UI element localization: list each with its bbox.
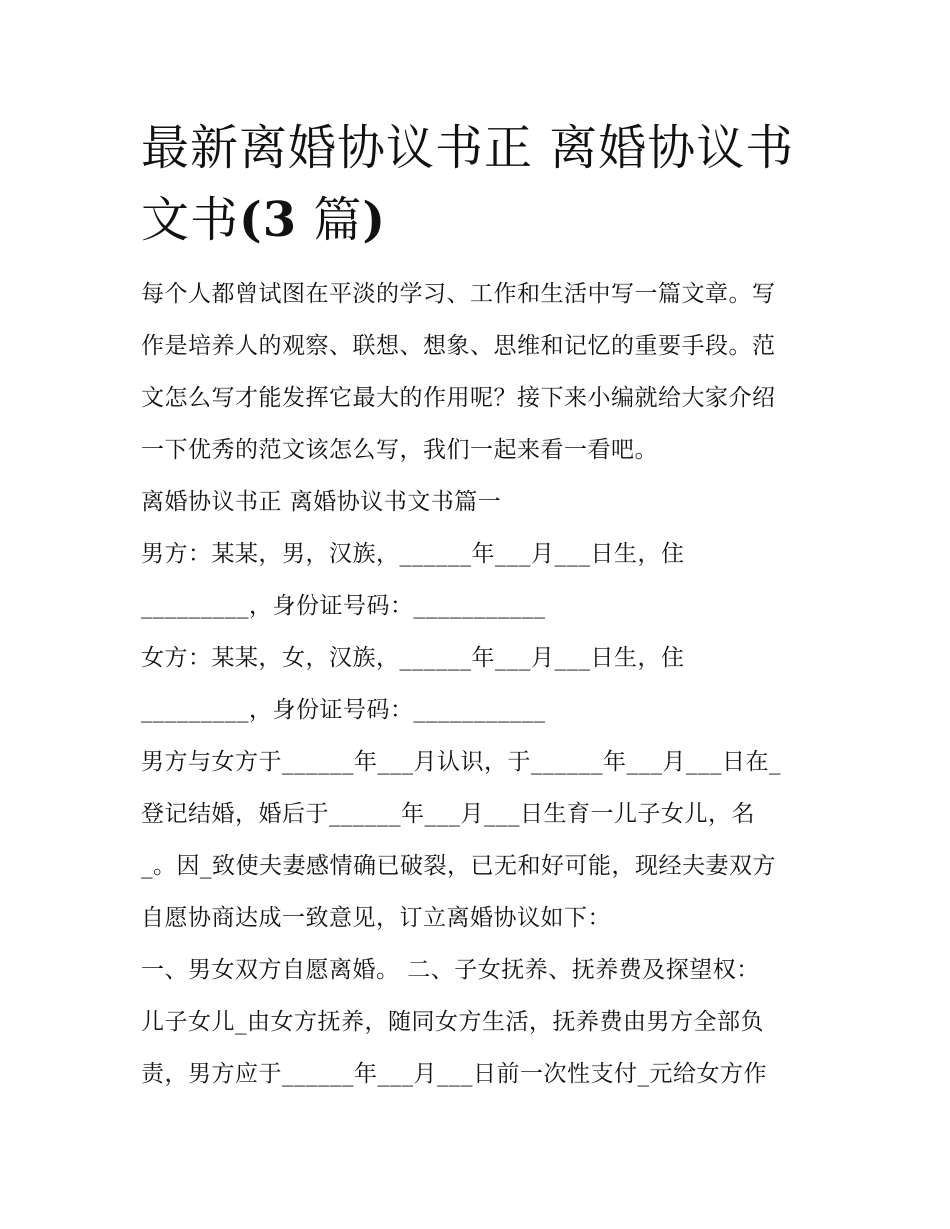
body-line: 文怎么写才能发挥它最大的作用呢？接下来小编就给大家介绍 (141, 385, 776, 411)
section-heading: 离婚协议书正 离婚协议书文书篇一 (141, 489, 502, 515)
body-line: 男方与女方于______年___月认识，于______年___月___日在_ (141, 749, 781, 775)
body-line: 儿子女儿_由女方抚养，随同女方生活，抚养费由男方全部负 (141, 1009, 764, 1035)
body-line: _。因_致使夫妻感情确已破裂，已无和好可能，现经夫妻双方 (141, 853, 776, 879)
document-page (141, 112, 821, 1100)
title-line-2-prefix: 文书 (141, 192, 240, 248)
title-line-2-mid: 篇 (297, 192, 363, 248)
body-line: 一、男女双方自愿离婚。 二、子女抚养、抚养费及探望权： (141, 957, 760, 983)
body-line: 责，男方应于______年___月___日前一次性支付_元给女方作 (141, 1061, 767, 1087)
body-line: _________，身份证号码：___________ (141, 697, 546, 723)
body-line: _________，身份证号码：___________ (141, 593, 546, 619)
document-title (141, 112, 821, 256)
body-line: 作是培养人的观察、联想、想象、思维和记忆的重要手段。范 (141, 333, 776, 359)
body-line: 每个人都曾试图在平淡的学习、工作和生活中写一篇文章。写 (141, 281, 776, 307)
body-line: 女方：某某，女，汉族，______年___月___日生，住 (141, 645, 685, 671)
body-line: 男方：某某，男，汉族，______年___月___日生，住 (141, 541, 685, 567)
title-line-1: 最新离婚协议书正 离婚协议书 (141, 120, 795, 176)
title-line-2-bold: (3 (239, 192, 298, 248)
body-line: 自愿协商达成一致意见，订立离婚协议如下： (141, 905, 611, 931)
title-line-2-end: ) (362, 192, 387, 248)
body-line: 一下优秀的范文该怎么写，我们一起来看一看吧。 (141, 437, 658, 463)
body-line: 登记结婚，婚后于______年___月___日生育一儿子女儿，名 (141, 801, 755, 827)
